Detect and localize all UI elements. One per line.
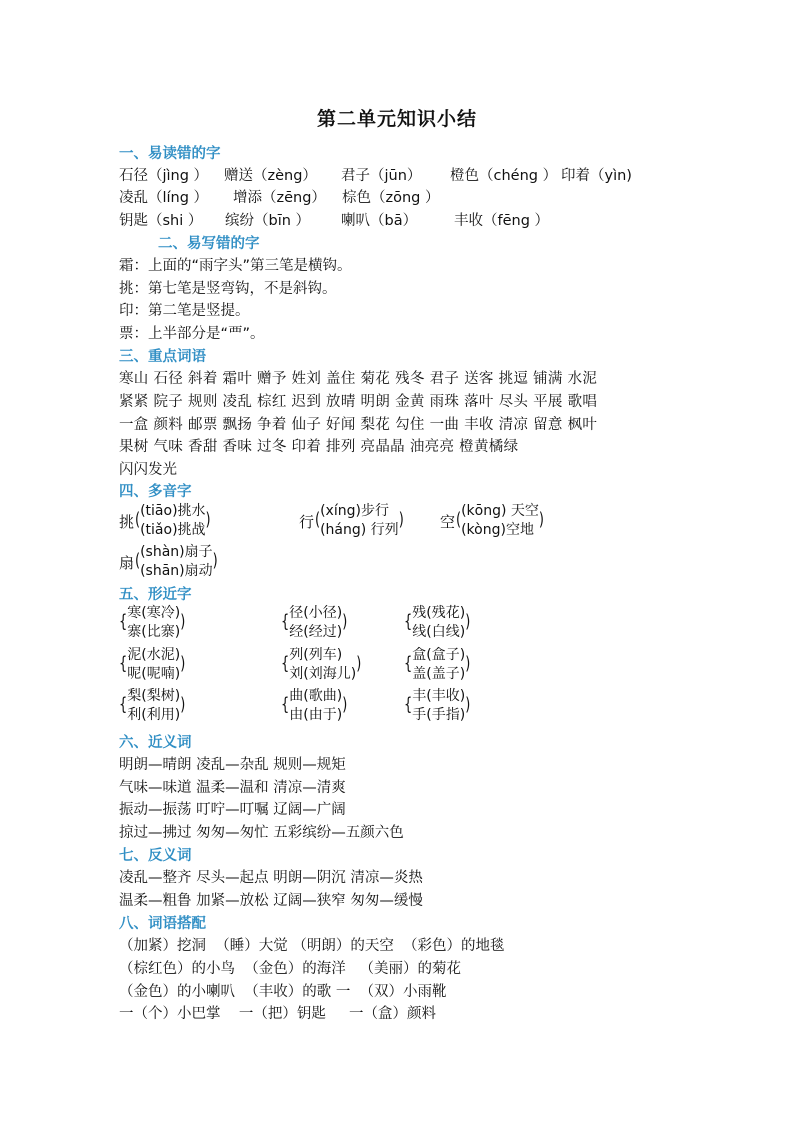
reading-item: 赠送（zèng） <box>224 168 317 184</box>
reading-item: 棕色（zōng ） <box>342 190 440 206</box>
synonym-line: 明朗—晴朗 凌乱—杂乱 规则—规矩 <box>119 757 346 773</box>
similar-char: 泥(水泥) <box>127 647 181 663</box>
vocab-line: 一盒 颜料 邮票 飘扬 争着 仙子 好闻 梨花 勾住 一曲 丰收 清凉 留意 枫叶 <box>119 417 598 433</box>
collocation-line: （金色）的小喇叭 （丰收）的歌 一 （双）小雨靴 <box>119 984 447 1000</box>
section-heading-1: 一、易读错的字 <box>119 146 221 162</box>
section-heading-7: 七、反义词 <box>119 848 192 864</box>
brace-right: ) <box>205 510 211 531</box>
similar-char-pair <box>119 684 185 728</box>
similar-char: 径(小径) <box>289 605 343 621</box>
reading-item: 君子（jūn） <box>341 168 422 184</box>
collocation-line: 一（个）小巴掌 一（把）钥匙 一（盒）颜料 <box>119 1006 436 1022</box>
polyphone-reading: (tiāo)挑水 <box>140 503 206 519</box>
similar-char: 残(残花) <box>412 605 466 621</box>
polyphone-reading: (kòng)空地 <box>461 522 534 538</box>
brace-left: { <box>119 612 128 633</box>
similar-char: 经(经过) <box>289 624 343 640</box>
similar-char: 曲(歌曲) <box>289 688 343 704</box>
brace-right: ) <box>342 612 348 633</box>
polyphone-group <box>119 540 218 584</box>
brace-right: ) <box>212 551 218 572</box>
similar-char-pair <box>281 643 361 687</box>
brace-right: ) <box>180 654 186 675</box>
reading-item: 凌乱（líng ） <box>119 190 209 206</box>
writing-note: 挑：第七笔是竖弯钩，不是斜钩。 <box>119 281 337 297</box>
synonym-line: 掠过—拂过 匆匆—匆忙 五彩缤纷—五颜六色 <box>119 825 404 841</box>
polyphone-reading: (tiǎo)挑战 <box>140 522 206 538</box>
similar-char-pair <box>119 643 185 687</box>
section-heading-5: 五、形近字 <box>119 587 192 603</box>
similar-char-pair <box>281 684 347 728</box>
reading-item: 石径（jìng ） <box>119 168 209 184</box>
polyphone-char: 空 <box>440 512 456 531</box>
writing-note: 霜：上面的“雨字头”第三笔是横钩。 <box>119 258 352 274</box>
reading-item: 增添（zēng） <box>233 190 326 206</box>
brace-left: { <box>404 654 413 675</box>
brace-right: ) <box>356 654 362 675</box>
brace-right: ) <box>180 612 186 633</box>
polyphone-char: 扇 <box>119 553 135 572</box>
brace-right: ) <box>180 695 186 716</box>
synonym-line: 气味—味道 温柔—温和 清凉—清爽 <box>119 780 346 796</box>
antonym-line: 凌乱—整齐 尽头—起点 明朗—阴沉 清凉—炎热 <box>119 870 423 886</box>
polyphone-reading: (kōng) 天空 <box>461 503 539 519</box>
similar-char: 手(手指) <box>412 707 466 723</box>
section-heading-3: 三、重点词语 <box>119 349 206 365</box>
brace-right: ) <box>398 510 404 531</box>
vocab-line: 果树 气味 香甜 香味 过冬 印着 排列 亮晶晶 油亮亮 橙黄橘绿 <box>119 439 519 455</box>
brace-left: ( <box>135 510 141 531</box>
writing-note: 票：上半部分是“覀”。 <box>119 326 265 342</box>
similar-char: 寨(比寨) <box>127 624 181 640</box>
similar-char-pair <box>404 643 470 687</box>
brace-left: ( <box>456 510 462 531</box>
polyphone-char: 挑 <box>119 512 135 531</box>
reading-item: 喇叭（bā） <box>341 213 418 229</box>
reading-item: 钥匙（shi ） <box>119 213 203 229</box>
reading-item: 丰收（fēng ） <box>454 213 550 229</box>
similar-char: 利(利用) <box>127 707 181 723</box>
section-heading-8: 八、词语搭配 <box>119 916 206 932</box>
similar-char: 呢(呢喃) <box>127 666 181 682</box>
similar-char: 列(列车) <box>289 647 343 663</box>
reading-item: 印着（yìn) <box>561 168 632 184</box>
brace-left: { <box>119 695 128 716</box>
polyphone-reading: (shān)扇动 <box>140 563 213 579</box>
polyphone-reading: (háng) 行列 <box>320 522 399 538</box>
reading-item: 橙色（chéng ） <box>450 168 558 184</box>
brace-right: ) <box>465 654 471 675</box>
similar-char-pair <box>119 601 185 645</box>
polyphone-reading: (xíng)步行 <box>320 503 389 519</box>
polyphone-char: 行 <box>299 512 315 531</box>
similar-char-pair <box>281 601 347 645</box>
brace-left: { <box>281 612 290 633</box>
similar-char: 丰(丰收) <box>412 688 466 704</box>
antonym-line: 温柔—粗鲁 加紧—放松 辽阔—狭窄 匆匆—缓慢 <box>119 893 423 909</box>
vocab-line: 闪闪发光 <box>119 462 177 478</box>
similar-char: 盒(盒子) <box>412 647 466 663</box>
similar-char-pair <box>404 684 470 728</box>
polyphone-reading: (shàn)扇子 <box>140 544 213 560</box>
page-title: 第二单元知识小结 <box>316 108 477 130</box>
brace-right: ) <box>538 510 544 531</box>
brace-left: { <box>281 654 290 675</box>
polyphone-group <box>440 499 544 543</box>
brace-left: { <box>119 654 128 675</box>
brace-right: ) <box>342 695 348 716</box>
brace-left: { <box>404 612 413 633</box>
similar-char-pair <box>404 601 470 645</box>
vocab-line: 紧紧 院子 规则 凌乱 棕红 迟到 放晴 明朗 金黄 雨珠 落叶 尽头 平展 歌唱 <box>119 394 598 410</box>
similar-char: 盖(盖子) <box>412 666 466 682</box>
section-heading-4: 四、多音字 <box>119 484 192 500</box>
section-heading-2: 二、易写错的字 <box>158 236 260 252</box>
section-heading-6: 六、近义词 <box>119 735 192 751</box>
similar-char: 刘(刘海儿) <box>289 666 357 682</box>
writing-note: 印：第二笔是竖提。 <box>119 303 250 319</box>
brace-left: ( <box>315 510 321 531</box>
similar-char: 寒(寒冷) <box>127 605 181 621</box>
polyphone-group <box>299 499 404 543</box>
reading-item: 缤纷（bīn ） <box>225 213 311 229</box>
similar-char: 梨(梨树) <box>127 688 181 704</box>
collocation-line: （棕红色）的小鸟 （金色）的海洋 （美丽）的菊花 <box>119 961 462 977</box>
vocab-line: 寒山 石径 斜着 霜叶 赠予 姓刘 盖住 菊花 残冬 君子 送客 挑逗 铺满 水泥 <box>119 371 598 387</box>
similar-char: 由(由于) <box>289 707 343 723</box>
similar-char: 线(白线) <box>412 624 466 640</box>
brace-right: ) <box>465 695 471 716</box>
polyphone-group <box>119 499 211 543</box>
brace-right: ) <box>465 612 471 633</box>
brace-left: ( <box>135 551 141 572</box>
brace-left: { <box>281 695 290 716</box>
brace-left: { <box>404 695 413 716</box>
collocation-line: （加紧）挖洞 （睡）大觉 （明朗）的天空 （彩色）的地毯 <box>119 938 505 954</box>
synonym-line: 振动—振荡 叮咛—叮嘱 辽阔—广阔 <box>119 802 346 818</box>
